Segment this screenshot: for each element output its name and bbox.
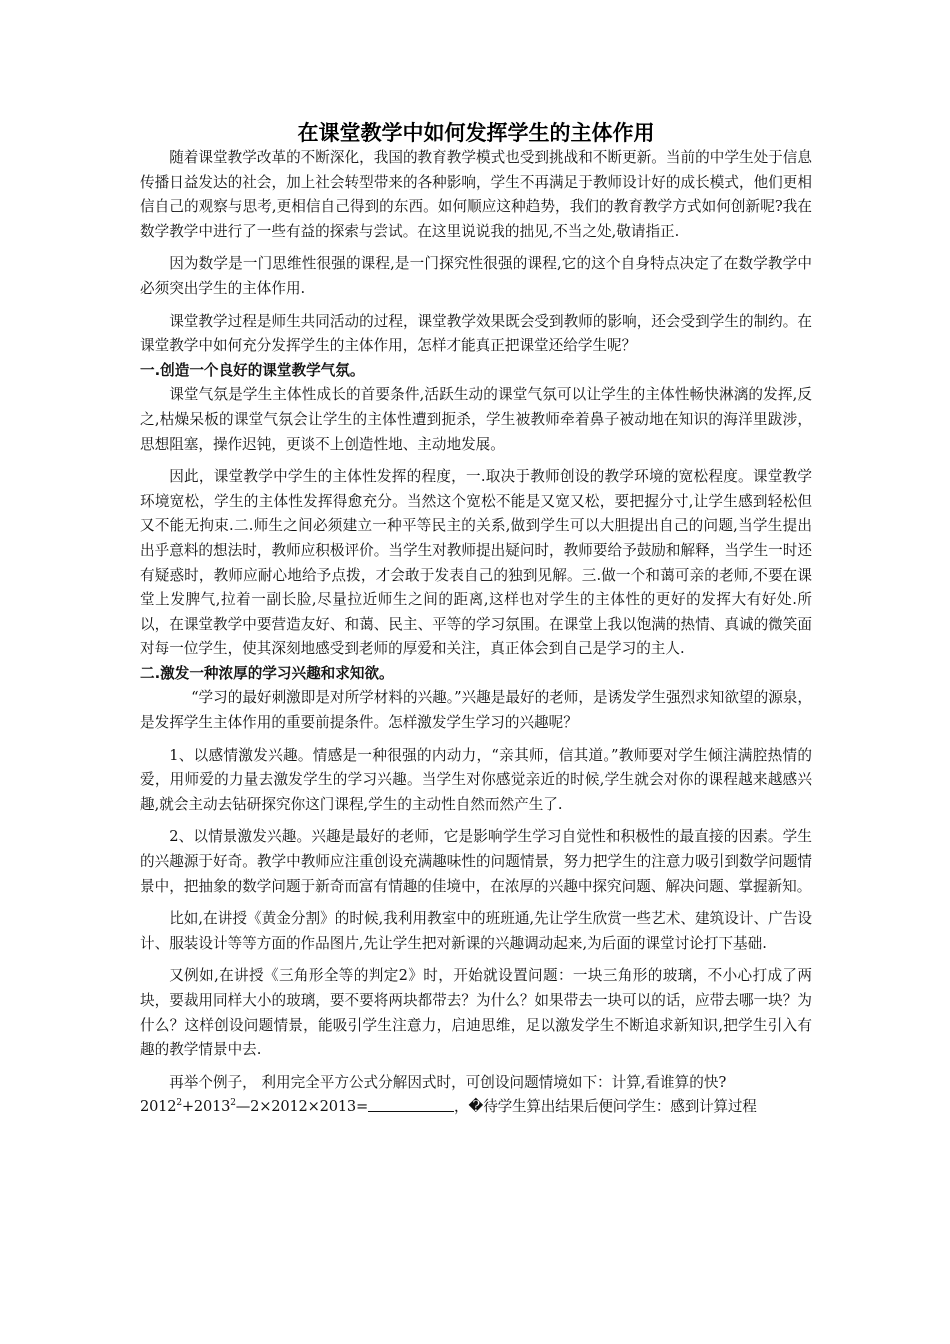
math-exponent-1: 2 xyxy=(176,1098,182,1109)
section-1-paragraph-1: 课堂气氛是学生主体性成长的首要条件,活跃生动的课堂气氛可以让学生的主体性畅快淋漓的发挥,反之,枯燥呆板的课堂气氛会让学生的主体性遭到扼杀，学生被教师牵着鼻子被动地在知识的海洋里跋涉，思想阻塞，操作迟钝，更谈不上创造性地、主动地发展。 xyxy=(140,386,812,453)
answer-blank xyxy=(368,1097,454,1112)
intro-paragraph-1: 随着课堂教学改革的不断深化，我国的教育教学模式也受到挑战和不断更新。当前的中学生处于信息传播日益发达的社会，加上社会转型带来的各种影响，学生不再满足于教师设计好的成长模式，他们更相信自己的观察与思考,更相信自己得到的东西。如何顺应这种趋势，我们的教育教学方式如何创新呢?我在数学教学中进行了一些有益的探索与尝试。在这里说说我的拙见,不当之处,敬请指正. xyxy=(140,149,812,240)
section-1-paragraph-2: 因此，课堂教学中学生的主体性发挥的程度，一.取决于教师创设的教学环境的宽松程度。课堂教学环境宽松，学生的主体性发挥得愈充分。当然这个宽松不能是又宽又松，要把握分寸,让学生感到轻松但又不能无拘束.二.师生之间必须建立一种平等民主的关系,做到学生可以大胆提出自己的问题,当学生提出出乎意料的想法时，教师应积极评价。当学生对教师提出疑问时，教师要给予鼓励和解释，当学生一时还有疑惑时，教师应耐心地给予点拨，才会敢于发表自己的独到见解。三.做一个和蔼可亲的老师,不要在课堂上发脾气,拉着一副长脸,尽量拉近师生之间的距离,这样也对学生的主体性的更好的发挥大有好处.所以，在课堂教学中要营造友好、和蔼、民主、平等的学习氛围。在课堂上我以饱满的热情、真诚的微笑面对每一位学生，使其深刻地感受到老师的厚爱和关注，真正体会到自己是学习的主人. xyxy=(140,468,812,658)
section-2-paragraph-5: 又例如,在讲授《三角形全等的判定2》时，开始就设置问题：一块三角形的玻璃，不小心打成了两块，要裁用同样大小的玻璃，要不要将两块都带去？为什么？如果带去一块可以的话，应带去哪一块？为什么？这样创设问题情景，能吸引学生注意力，启迪思维，足以激发学生不断追求新知识,把学生引入有趣的教学情景中去. xyxy=(140,967,812,1059)
document-page xyxy=(140,118,812,1120)
section-2-paragraph-2: 1、以感情激发兴趣。情感是一种很强的内动力，“亲其师，信其道。”教师要对学生倾注满腔热情的爱，用师爱的力量去激发学生的学习兴趣。当学生对你感觉亲近的时候,学生就会对你的课程越来越感兴趣,就会主动去钻研探究你这门课程,学生的主动性自然而然产生了. xyxy=(140,746,812,813)
section-2-paragraph-4: 比如,在讲授《黄金分割》的时候,我利用教室中的班班通,先让学生欣赏一些艺术、建筑设计、广告设计、服装设计等等方面的作品图片,先让学生把对新课的兴趣调动起来,为后面的课堂讨论打下基础. xyxy=(140,910,812,952)
section-2-paragraph-3: 2、以情景激发兴趣。兴趣是最好的老师，它是影响学生学习自觉性和积极性的最直接的因素。学生的兴趣源于好奇。教学中教师应注重创设充满趣味性的问题情景，努力把学生的注意力吸引到数学问题情景中，把抽象的数学问题于新奇而富有情趣的佳境中，在浓厚的兴趣中探究问题、解决问题、掌握新知。 xyxy=(140,828,812,895)
intro-paragraph-3: 课堂教学过程是师生共同活动的过程，课堂教学效果既会受到教师的影响，还会受到学生的制约。在课堂教学中如何充分发挥学生的主体作用，怎样才能真正把课堂还给学生呢？ xyxy=(140,312,812,355)
section-2-heading: 二.激发一种浓厚的学习兴趣和求知欲。 xyxy=(140,664,394,682)
section-2-paragraph-6: 再举个例子， 利用完全平方公式分解因式时，可创设问题情境如下：计算,看谁算的快? xyxy=(169,1073,727,1091)
intro-paragraph-2: 因为数学是一门思维性很强的课程,是一门探究性很强的课程,它的这个自身特点决定了在数学教学中必须突出学生的主体作用. xyxy=(140,255,812,297)
math-term-rest: —2×2012×2013= xyxy=(235,1098,369,1116)
math-term-a: 2012 xyxy=(140,1098,177,1116)
document-title: 在课堂教学中如何发挥学生的主体作用 xyxy=(297,121,655,145)
section-2-paragraph-1: “学习的最好刺激即是对所学材料的兴趣。”兴趣是最好的老师，是诱发学生强烈求知欲望的源泉，是发挥学生主体作用的重要前提条件。怎样激发学生学习的兴趣呢？ xyxy=(140,689,812,732)
math-exponent-2: 2 xyxy=(230,1098,236,1109)
section-1-heading: 一.创造一个良好的课堂教学气氛。 xyxy=(140,361,365,379)
math-expression-line xyxy=(140,1095,812,1120)
math-term-b: +2013 xyxy=(181,1098,231,1116)
math-trailing-text: ，�待学生算出结果后便问学生：感到计算过程 xyxy=(454,1098,757,1116)
